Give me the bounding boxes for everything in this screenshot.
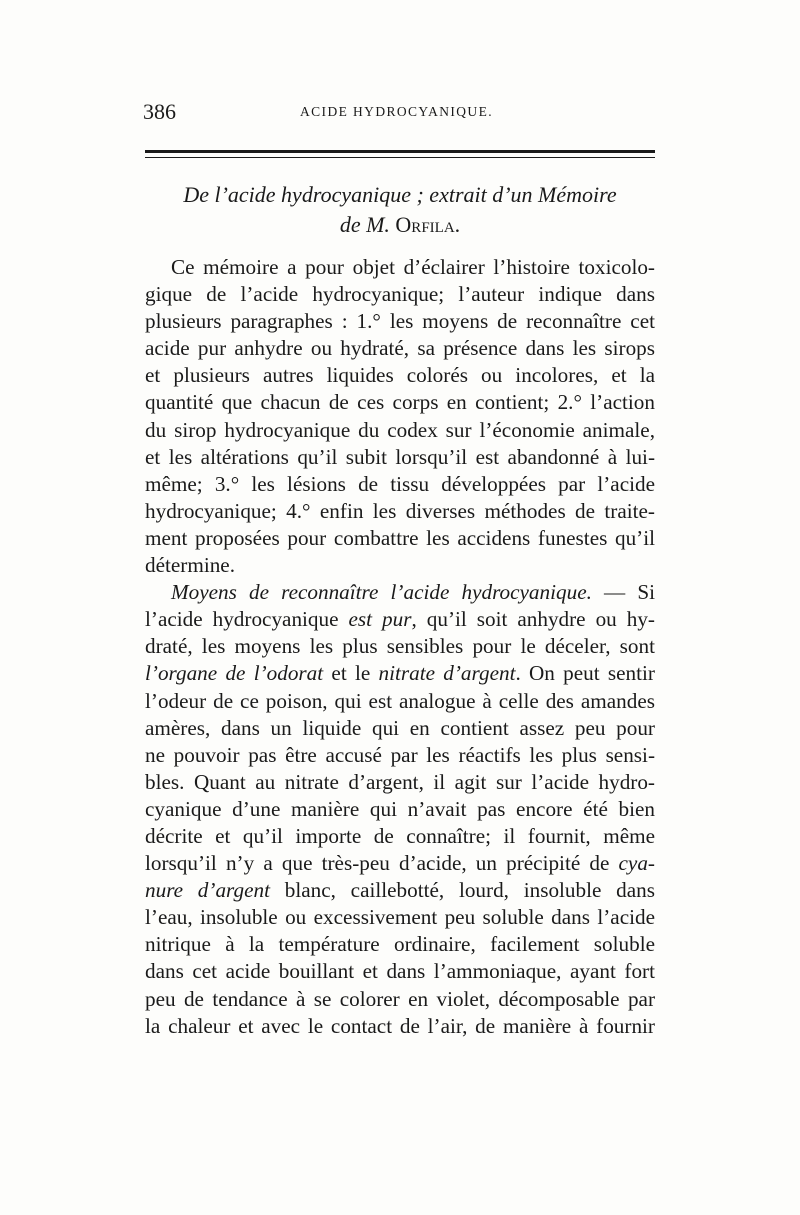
text-line: décrite et qu’il importe de connaître; il fournit, même	[145, 823, 655, 848]
text-line: l’eau, insoluble ou excessivement peu soluble dans l’acide	[145, 905, 655, 930]
header-rule-thin	[145, 157, 655, 158]
text-line: Ce mémoire a pour objet d’éclairer l’histoire toxicolo-	[171, 255, 655, 279]
text-line	[145, 660, 655, 687]
text-line: nitrique à la température ordinaire, facilement soluble	[145, 932, 655, 957]
title-author: Orfila	[395, 212, 455, 237]
page-number: 386	[143, 99, 176, 124]
text-line: même; 3.° les lésions de tissu développées par l’acide	[145, 471, 655, 496]
emphasis: cya-	[618, 851, 655, 876]
text-line: hydrocyanique; 4.° enfin les diverses méthodes de traite-	[145, 498, 655, 523]
header-rule-thick	[145, 150, 655, 153]
text-line	[145, 579, 655, 606]
text-line: quantité que chacun de ces corps en contient; 2.° l’action	[145, 390, 655, 415]
title-prefix: de M.	[339, 212, 396, 237]
section-title-line-1: De l’acide hydrocyanique ; extrait d’un Mémoire	[183, 182, 617, 207]
running-head: ACIDE HYDROCYANIQUE.	[300, 104, 493, 119]
subsection-heading: Moyens de reconnaître l’acide hydrocyanique.	[171, 580, 592, 605]
emphasis: est pur	[348, 607, 412, 632]
text-line: acide pur anhydre ou hydraté, sa présence dans les sirops	[145, 336, 655, 361]
text-run: , qu’il soit anhydre ou hy-	[411, 607, 655, 632]
text-run: — Si	[591, 580, 656, 605]
text-line	[145, 850, 655, 877]
text-line: et plusieurs autres liquides colorés ou incolores, et la	[145, 363, 655, 388]
title-period: .	[454, 212, 461, 237]
text-line: peu de tendance à se colorer en violet, décomposable par	[145, 986, 655, 1011]
emphasis: nure d’argent	[145, 878, 270, 903]
emphasis: l’organe de l’odorat	[145, 661, 324, 686]
text-line: amères, dans un liquide qui en contient assez peu pour	[145, 715, 655, 740]
emphasis: nitrate d’argent	[378, 661, 516, 686]
text-run: et le	[323, 661, 379, 686]
text-run: . On peut sentir	[515, 661, 655, 686]
text-run: lorsqu’il n’y a que très-peu d’acide, un précipité de	[145, 851, 619, 876]
text-line	[145, 877, 655, 904]
text-run: blanc, caillebotté, lourd, insoluble dans	[269, 878, 655, 903]
text-line: bles. Quant au nitrate d’argent, il agit sur l’acide hydro-	[145, 769, 655, 794]
text-line: l’odeur de ce poison, qui est analogue à celle des amandes	[145, 688, 655, 713]
section-title-line-2	[145, 210, 655, 240]
text-line: gique de l’acide hydrocyanique; l’auteur indique dans	[145, 282, 655, 307]
text-line: cyanique d’une manière qui n’avait pas encore été bien	[145, 796, 655, 821]
text-line: dans cet acide bouillant et dans l’ammoniaque, ayant fort	[145, 959, 655, 984]
text-line: du sirop hydrocyanique du codex sur l’économie animale,	[145, 417, 655, 442]
text-line: et les altérations qu’il subit lorsqu’il est abandonné à lui-	[145, 444, 655, 469]
text-line: la chaleur et avec le contact de l’air, de manière à fournir	[145, 1013, 655, 1038]
text-line: ne pouvoir pas être accusé par les réactifs les plus sensi-	[145, 742, 655, 767]
text-line: ment proposées pour combattre les accidens funestes qu’il	[145, 525, 655, 550]
body-text	[145, 254, 655, 1040]
text-line: détermine.	[145, 553, 236, 578]
text-line	[145, 606, 655, 633]
text-run: l’acide hydrocyanique	[145, 607, 349, 632]
text-line: draté, les moyens les plus sensibles pour le déceler, sont	[145, 634, 655, 659]
section-title	[145, 180, 655, 240]
text-line: plusieurs paragraphes : 1.° les moyens de reconnaître cet	[145, 309, 655, 334]
